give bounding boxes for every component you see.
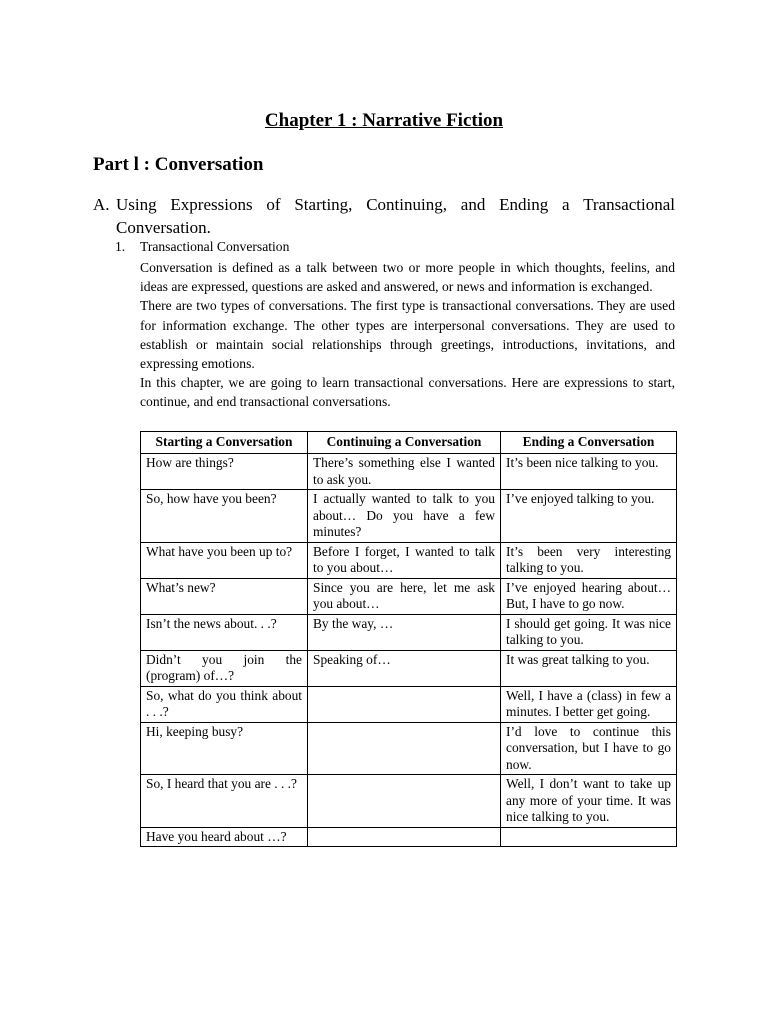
starting-cell: Didn’t you join the (program) of…? <box>141 650 308 686</box>
ending-cell: It’s been very interesting talking to you. <box>501 542 677 578</box>
table-body <box>141 454 677 847</box>
starting-cell: So, how have you been? <box>141 490 308 543</box>
table-row <box>141 542 677 578</box>
body-text <box>140 258 675 412</box>
list-item-number: 1. <box>115 239 126 254</box>
ending-cell: I’d love to continue this conversation, but I have to go now. <box>501 722 677 775</box>
section-a-heading <box>93 193 675 239</box>
continuing-cell <box>308 775 501 828</box>
ending-cell: It’s been nice talking to you. <box>501 454 677 490</box>
starting-cell: What’s new? <box>141 578 308 614</box>
header-continuing: Continuing a Conversation <box>308 432 501 454</box>
part-title: Part l : Conversation <box>93 154 264 175</box>
header-ending: Ending a Conversation <box>501 432 677 454</box>
ending-cell: Well, I don’t want to take up any more of your time. It was nice talking to you. <box>501 775 677 828</box>
continuing-cell: I actually wanted to talk to you about… Do you have a few minutes? <box>308 490 501 543</box>
table-row <box>141 490 677 543</box>
table-header-row <box>141 432 677 454</box>
ending-cell: I’ve enjoyed talking to you. <box>501 490 677 543</box>
ending-cell: It was great talking to you. <box>501 650 677 686</box>
paragraph-definition: Conversation is defined as a talk between two or more people in which thoughts, feelins, and ideas are expressed, questions are asked and answered, or news and information is exchanged. <box>140 260 675 295</box>
continuing-cell <box>308 686 501 722</box>
paragraph-intro: In this chapter, we are going to learn transactional conversations. Here are expressions to start, continue, and end transactional conversations. <box>140 375 675 410</box>
section-a-text: Using Expressions of Starting, Continuing, and Ending a Transactional Conversation. <box>116 195 675 237</box>
continuing-cell: Since you are here, let me ask you about… <box>308 578 501 614</box>
table-row <box>141 650 677 686</box>
starting-cell: Hi, keeping busy? <box>141 722 308 775</box>
table-row <box>141 578 677 614</box>
table-row <box>141 614 677 650</box>
continuing-cell: By the way, … <box>308 614 501 650</box>
continuing-cell: There’s something else I wanted to ask you. <box>308 454 501 490</box>
table-row <box>141 686 677 722</box>
continuing-cell <box>308 827 501 847</box>
expressions-table <box>140 431 677 847</box>
ending-cell: Well, I have a (class) in few a minutes. I better get going. <box>501 686 677 722</box>
ending-cell: I’ve enjoyed hearing about… But, I have to go now. <box>501 578 677 614</box>
chapter-title: Chapter 1 : Narrative Fiction <box>264 110 504 131</box>
ending-cell: I should get going. It was nice talking to you. <box>501 614 677 650</box>
continuing-cell <box>308 722 501 775</box>
list-item-label: Transactional Conversation <box>140 239 290 254</box>
continuing-cell: Speaking of… <box>308 650 501 686</box>
starting-cell: So, what do you think about . . .? <box>141 686 308 722</box>
table-row <box>141 775 677 828</box>
section-a-marker: A. <box>93 195 110 214</box>
starting-cell: Have you heard about …? <box>141 827 308 847</box>
starting-cell: How are things? <box>141 454 308 490</box>
table-row <box>141 454 677 490</box>
starting-cell: So, I heard that you are . . .? <box>141 775 308 828</box>
paragraph-types: There are two types of conversations. The first type is transactional conversations. They are used for information exchange. The other types are interpersonal conversations. They are used to establish or maintain social relationships through greetings, introductions, invitations, and expressing emotions. <box>140 298 675 372</box>
ending-cell <box>501 827 677 847</box>
continuing-cell: Before I forget, I wanted to talk to you about… <box>308 542 501 578</box>
starting-cell: Isn’t the news about. . .? <box>141 614 308 650</box>
starting-cell: What have you been up to? <box>141 542 308 578</box>
header-starting: Starting a Conversation <box>141 432 308 454</box>
table-row <box>141 827 677 847</box>
table-row <box>141 722 677 775</box>
